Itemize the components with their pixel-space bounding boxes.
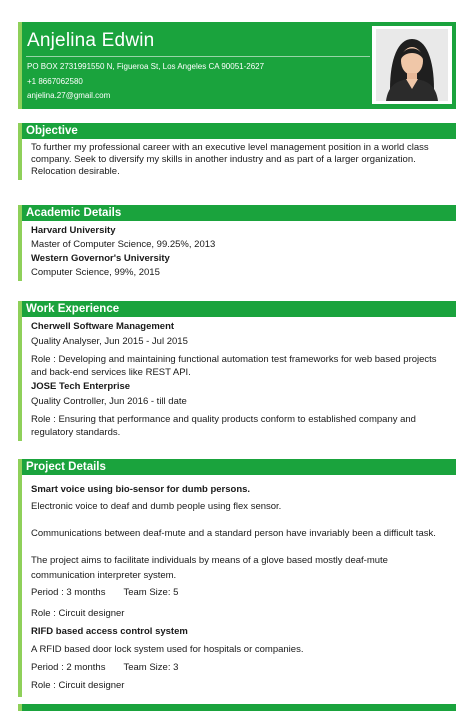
project-description: The project aims to facilitate individuals by means of a glove based mostly deaf-mute <box>31 555 388 566</box>
work-heading <box>18 301 456 317</box>
project-team-size: Team Size: 5 <box>123 587 179 598</box>
contact-email: anjelina.27@gmail.com <box>27 91 111 100</box>
objective-line: To further my professional career with an executive level management position in a world class <box>31 142 429 153</box>
project-team-size: Team Size: 3 <box>123 662 179 673</box>
project-period: Period : 2 months <box>31 662 106 673</box>
work-body <box>18 317 456 441</box>
heading-accent-bar <box>18 123 22 139</box>
projects-title: Project Details <box>26 461 106 473</box>
person-avatar-icon <box>376 29 448 101</box>
company-name: Cherwell Software Management <box>31 321 175 332</box>
job-role: regulatory standards. <box>31 427 121 438</box>
projects-heading <box>18 459 456 475</box>
project-description: A RFID based door lock system used for hospitals or companies. <box>31 644 304 655</box>
job-role: and back-end services like REST API. <box>31 367 191 378</box>
project-period: Period : 3 months <box>31 587 106 598</box>
projects-body <box>18 475 456 697</box>
academic-section <box>18 205 456 281</box>
candidate-name: Anjelina Edwin <box>27 30 155 51</box>
heading-accent-bar <box>18 301 22 317</box>
project-meta <box>31 662 448 674</box>
project-description: communication interpreter system. <box>31 570 177 581</box>
work-section <box>18 301 456 441</box>
school-name: Western Governor's University <box>31 253 170 264</box>
objective-line: company. Seek to diversify my skills in another industry and as part of a larger organization. <box>31 154 416 165</box>
project-name: RIFD based access control system <box>31 626 188 637</box>
job-position: Quality Analyser, Jun 2015 - Jul 2015 <box>31 336 188 347</box>
degree-details: Computer Science, 99%, 2015 <box>31 267 160 278</box>
academic-body <box>18 221 456 281</box>
objective-line: Relocation desirable. <box>31 166 120 177</box>
work-title: Work Experience <box>26 303 120 315</box>
project-meta <box>31 587 448 599</box>
project-role: Role : Circuit designer <box>31 608 125 619</box>
profile-photo <box>372 26 452 104</box>
objective-title: Objective <box>26 125 78 137</box>
heading-accent-bar <box>18 459 22 475</box>
job-role: Role : Ensuring that performance and quality products conform to established company and <box>31 414 416 425</box>
company-name: JOSE Tech Enterprise <box>31 381 131 392</box>
objective-body <box>18 139 456 180</box>
project-description: Communications between deaf-mute and a standard person have invariably been a difficult task. <box>31 528 436 539</box>
objective-heading <box>18 123 456 139</box>
contact-address: PO BOX 2731991550 N, Figueroa St, Los Angeles CA 90051-2627 <box>27 62 265 71</box>
heading-accent-bar <box>18 205 22 221</box>
academic-title: Academic Details <box>26 207 122 219</box>
header-accent-bar <box>18 22 22 109</box>
project-role: Role : Circuit designer <box>31 680 125 691</box>
project-name: Smart voice using bio-sensor for dumb persons. <box>31 484 251 495</box>
job-role: Role : Developing and maintaining functional automation test frameworks for web based projects <box>31 354 437 365</box>
project-description: Electronic voice to deaf and dumb people using flex sensor. <box>31 501 282 512</box>
objective-section <box>18 123 456 180</box>
projects-section <box>18 459 456 697</box>
job-position: Quality Controller, Jun 2016 - till date <box>31 396 187 407</box>
next-section-heading-bar <box>18 704 456 711</box>
academic-heading <box>18 205 456 221</box>
degree-details: Master of Computer Science, 99.25%, 2013 <box>31 239 216 250</box>
school-name: Harvard University <box>31 225 116 236</box>
heading-accent-bar <box>18 704 22 711</box>
resume-header <box>18 22 456 109</box>
contact-phone: +1 8667062580 <box>27 77 83 86</box>
header-divider <box>26 56 370 57</box>
